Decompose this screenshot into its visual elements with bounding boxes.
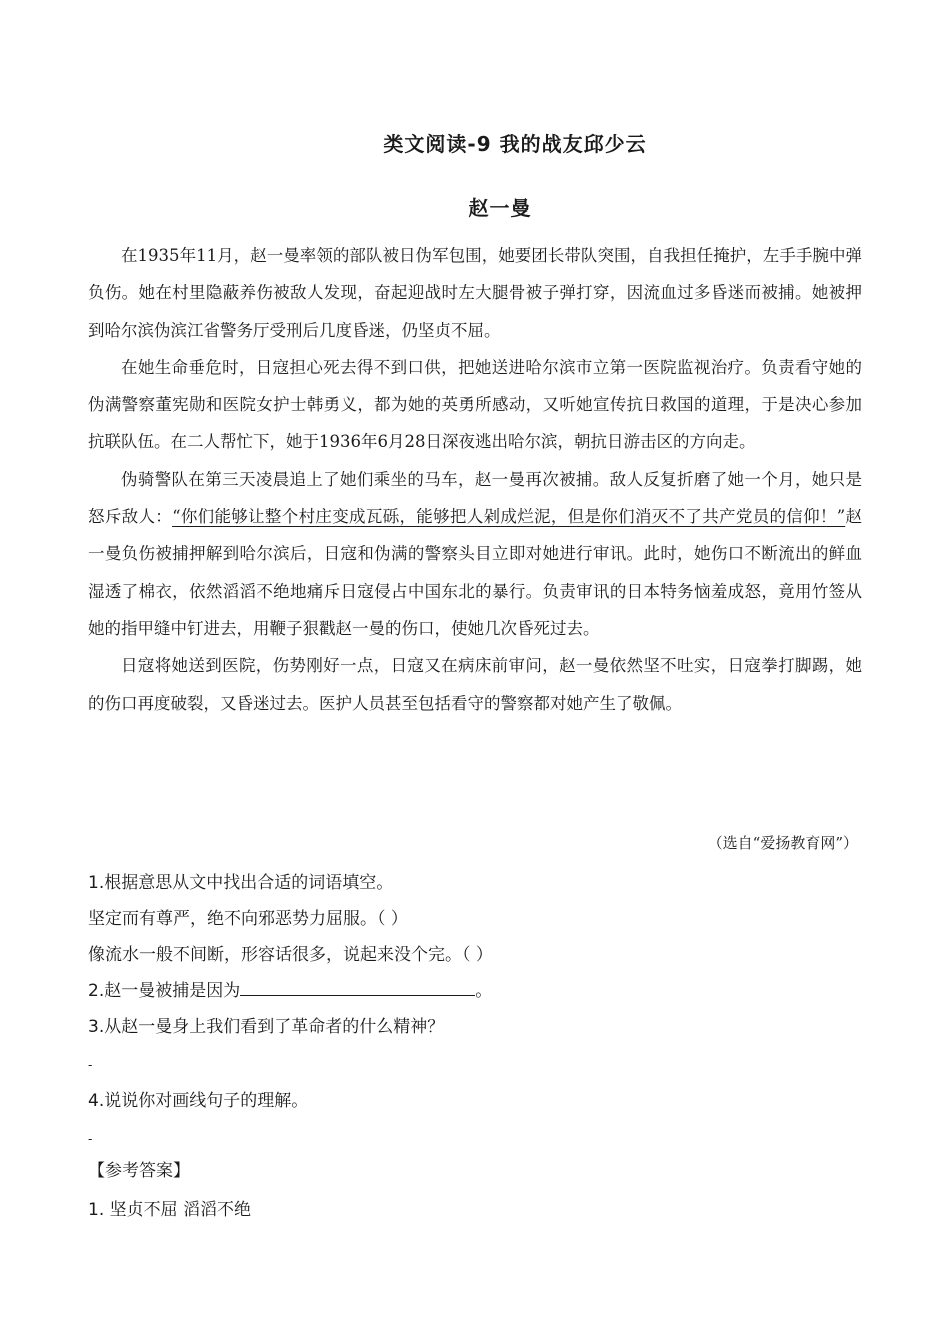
paragraph-4: 日寇将她送到医院，伤势刚好一点，日寇又在病床前审问，赵一曼依然坚不吐实，日寇拳打脚踢，她的伤口再度破裂，又昏迷过去。医护人员甚至包括看守的警察都对她产生了敬佩。 bbox=[88, 656, 862, 713]
article-body bbox=[88, 237, 862, 722]
question-1a: 坚定而有尊严，绝不向邪恶势力屈服。（ ） bbox=[88, 909, 408, 929]
answer-line-mark: - bbox=[88, 1058, 93, 1072]
question-3: 3.从赵一曼身上我们看到了革命者的什么精神？ bbox=[88, 1017, 445, 1037]
document-title: 类文阅读-9 我的战友邱少云 bbox=[383, 132, 647, 156]
answer-heading: 【参考答案】 bbox=[88, 1161, 190, 1181]
source-note: （选自“爱扬教育网”） bbox=[707, 834, 858, 852]
underlined-sentence: “你们能够让整个村庄变成瓦砾，能够把人剁成烂泥，但是你们消灭不了共产党员的信仰！” bbox=[172, 507, 846, 527]
paragraph-3-lead: 伪骑警队在第三天凌晨追上了她们乘坐的马车，赵一曼再次被捕。敌人反复折磨了她一个月，她只是怒斥敌人： bbox=[88, 469, 862, 527]
author-name: 赵一曼 bbox=[468, 196, 532, 220]
question-1: 1.根据意思从文中找出合适的词语填空。 bbox=[88, 873, 394, 893]
question-4: 4.说说你对画线句子的理解。 bbox=[88, 1091, 309, 1111]
answer-blank[interactable] bbox=[240, 977, 475, 996]
question-2-prefix: 2.赵一曼被捕是因为 bbox=[88, 981, 241, 1001]
paragraph-3-rest: 赵一曼负伤被捕押解到哈尔滨后，日寇和伪满的警察头目立即对她进行审讯。此时，她伤口不断流出的鲜血湿透了棉衣，依然滔滔不绝地痛斥日寇侵占中国东北的暴行。负责审讯的日本特务恼羞成怒，竟用竹签从她的指甲缝中钉进去，用鞭子狠戳赵一曼的伤口，使她几次昏死过去。 bbox=[88, 507, 863, 638]
question-1b: 像流水一般不间断，形容话很多，说起来没个完。（ ） bbox=[88, 945, 493, 965]
paragraph-3 bbox=[88, 461, 862, 647]
question-2 bbox=[88, 976, 492, 1001]
paragraph-2: 在她生命垂危时，日寇担心死去得不到口供，把她送进哈尔滨市立第一医院监视治疗。负责看守她的伪满警察董宪勋和医院女护士韩勇义，都为她的英勇所感动，又听她宣传抗日救国的道理，于是决心参加抗联队伍。在二人帮忙下，她于1936年6月28日深夜逃出哈尔滨，朝抗日游击区的方向走。 bbox=[88, 357, 862, 452]
question-2-suffix: 。 bbox=[475, 981, 493, 1001]
answer-1: 1. 坚贞不屈 滔滔不绝 bbox=[88, 1200, 252, 1220]
paragraph-1: 在1935年11月，赵一曼率领的部队被日伪军包围，她要团长带队突围，自我担任掩护，左手手腕中弹负伤。她在村里隐蔽养伤被敌人发现，奋起迎战时左大腿骨被子弹打穿，因流血过多昏迷而被捕。她被押到哈尔滨伪滨江省警务厅受刑后几度昏迷，仍坚贞不屈。 bbox=[88, 246, 862, 340]
answer-line-mark: - bbox=[88, 1132, 93, 1146]
